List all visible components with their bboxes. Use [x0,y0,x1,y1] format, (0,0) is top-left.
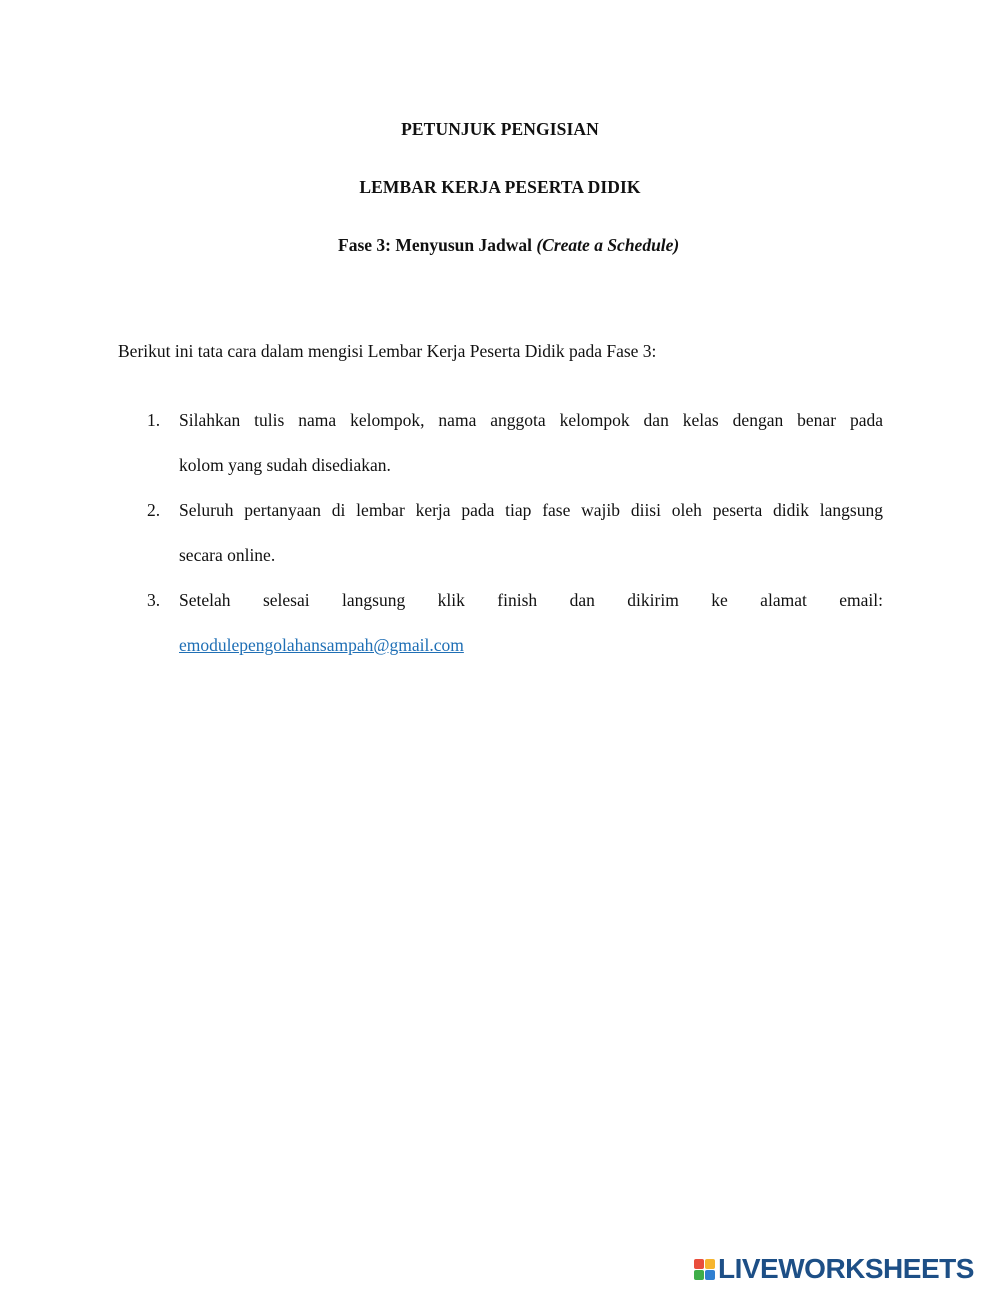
liveworksheets-logo-icon [694,1259,715,1280]
list-item-line: Setelah selesai langsung klik finish dan dikirim ke alamat email: [179,590,883,610]
list-item-line: Seluruh pertanyaan di lembar kerja pada tiap fase wajib diisi oleh peserta didik langsung [179,500,883,520]
list-item-text [179,398,883,488]
list-item-number: 3. [147,590,161,610]
list-item-number: 2. [147,500,161,520]
list-item [145,488,883,578]
list-item-text [179,578,883,668]
list-item-line: Silahkan tulis nama kelompok, nama anggota kelompok dan kelas dengan benar pada [179,410,883,430]
phase-title [338,235,679,256]
list-item [145,578,883,668]
instruction-list [145,398,883,668]
intro-paragraph: Berikut ini tata cara dalam mengisi Lembar Kerja Peserta Didik pada Fase 3: [118,341,657,361]
phase-title-main: Fase 3: Menyusun Jadwal [338,235,532,255]
list-item [145,398,883,488]
list-item-number: 1. [147,410,161,430]
email-line [179,623,883,668]
document-title: PETUNJUK PENGISIAN [401,119,599,139]
logo-square-l [694,1259,704,1269]
logo-text: LIVEWORKSHEETS [718,1253,974,1284]
email-link[interactable]: emodulepengolahansampah@gmail.com [179,635,464,655]
logo-square-e [705,1270,715,1280]
list-item-line: secara online. [179,545,276,565]
list-item-line: kolom yang sudah disediakan. [179,455,391,475]
document-subtitle: LEMBAR KERJA PESERTA DIDIK [359,177,641,197]
phase-title-english: (Create a Schedule) [536,235,680,255]
liveworksheets-logo [694,1253,974,1284]
logo-square-i [705,1259,715,1269]
list-item-text [179,488,883,578]
logo-square-v [694,1270,704,1280]
